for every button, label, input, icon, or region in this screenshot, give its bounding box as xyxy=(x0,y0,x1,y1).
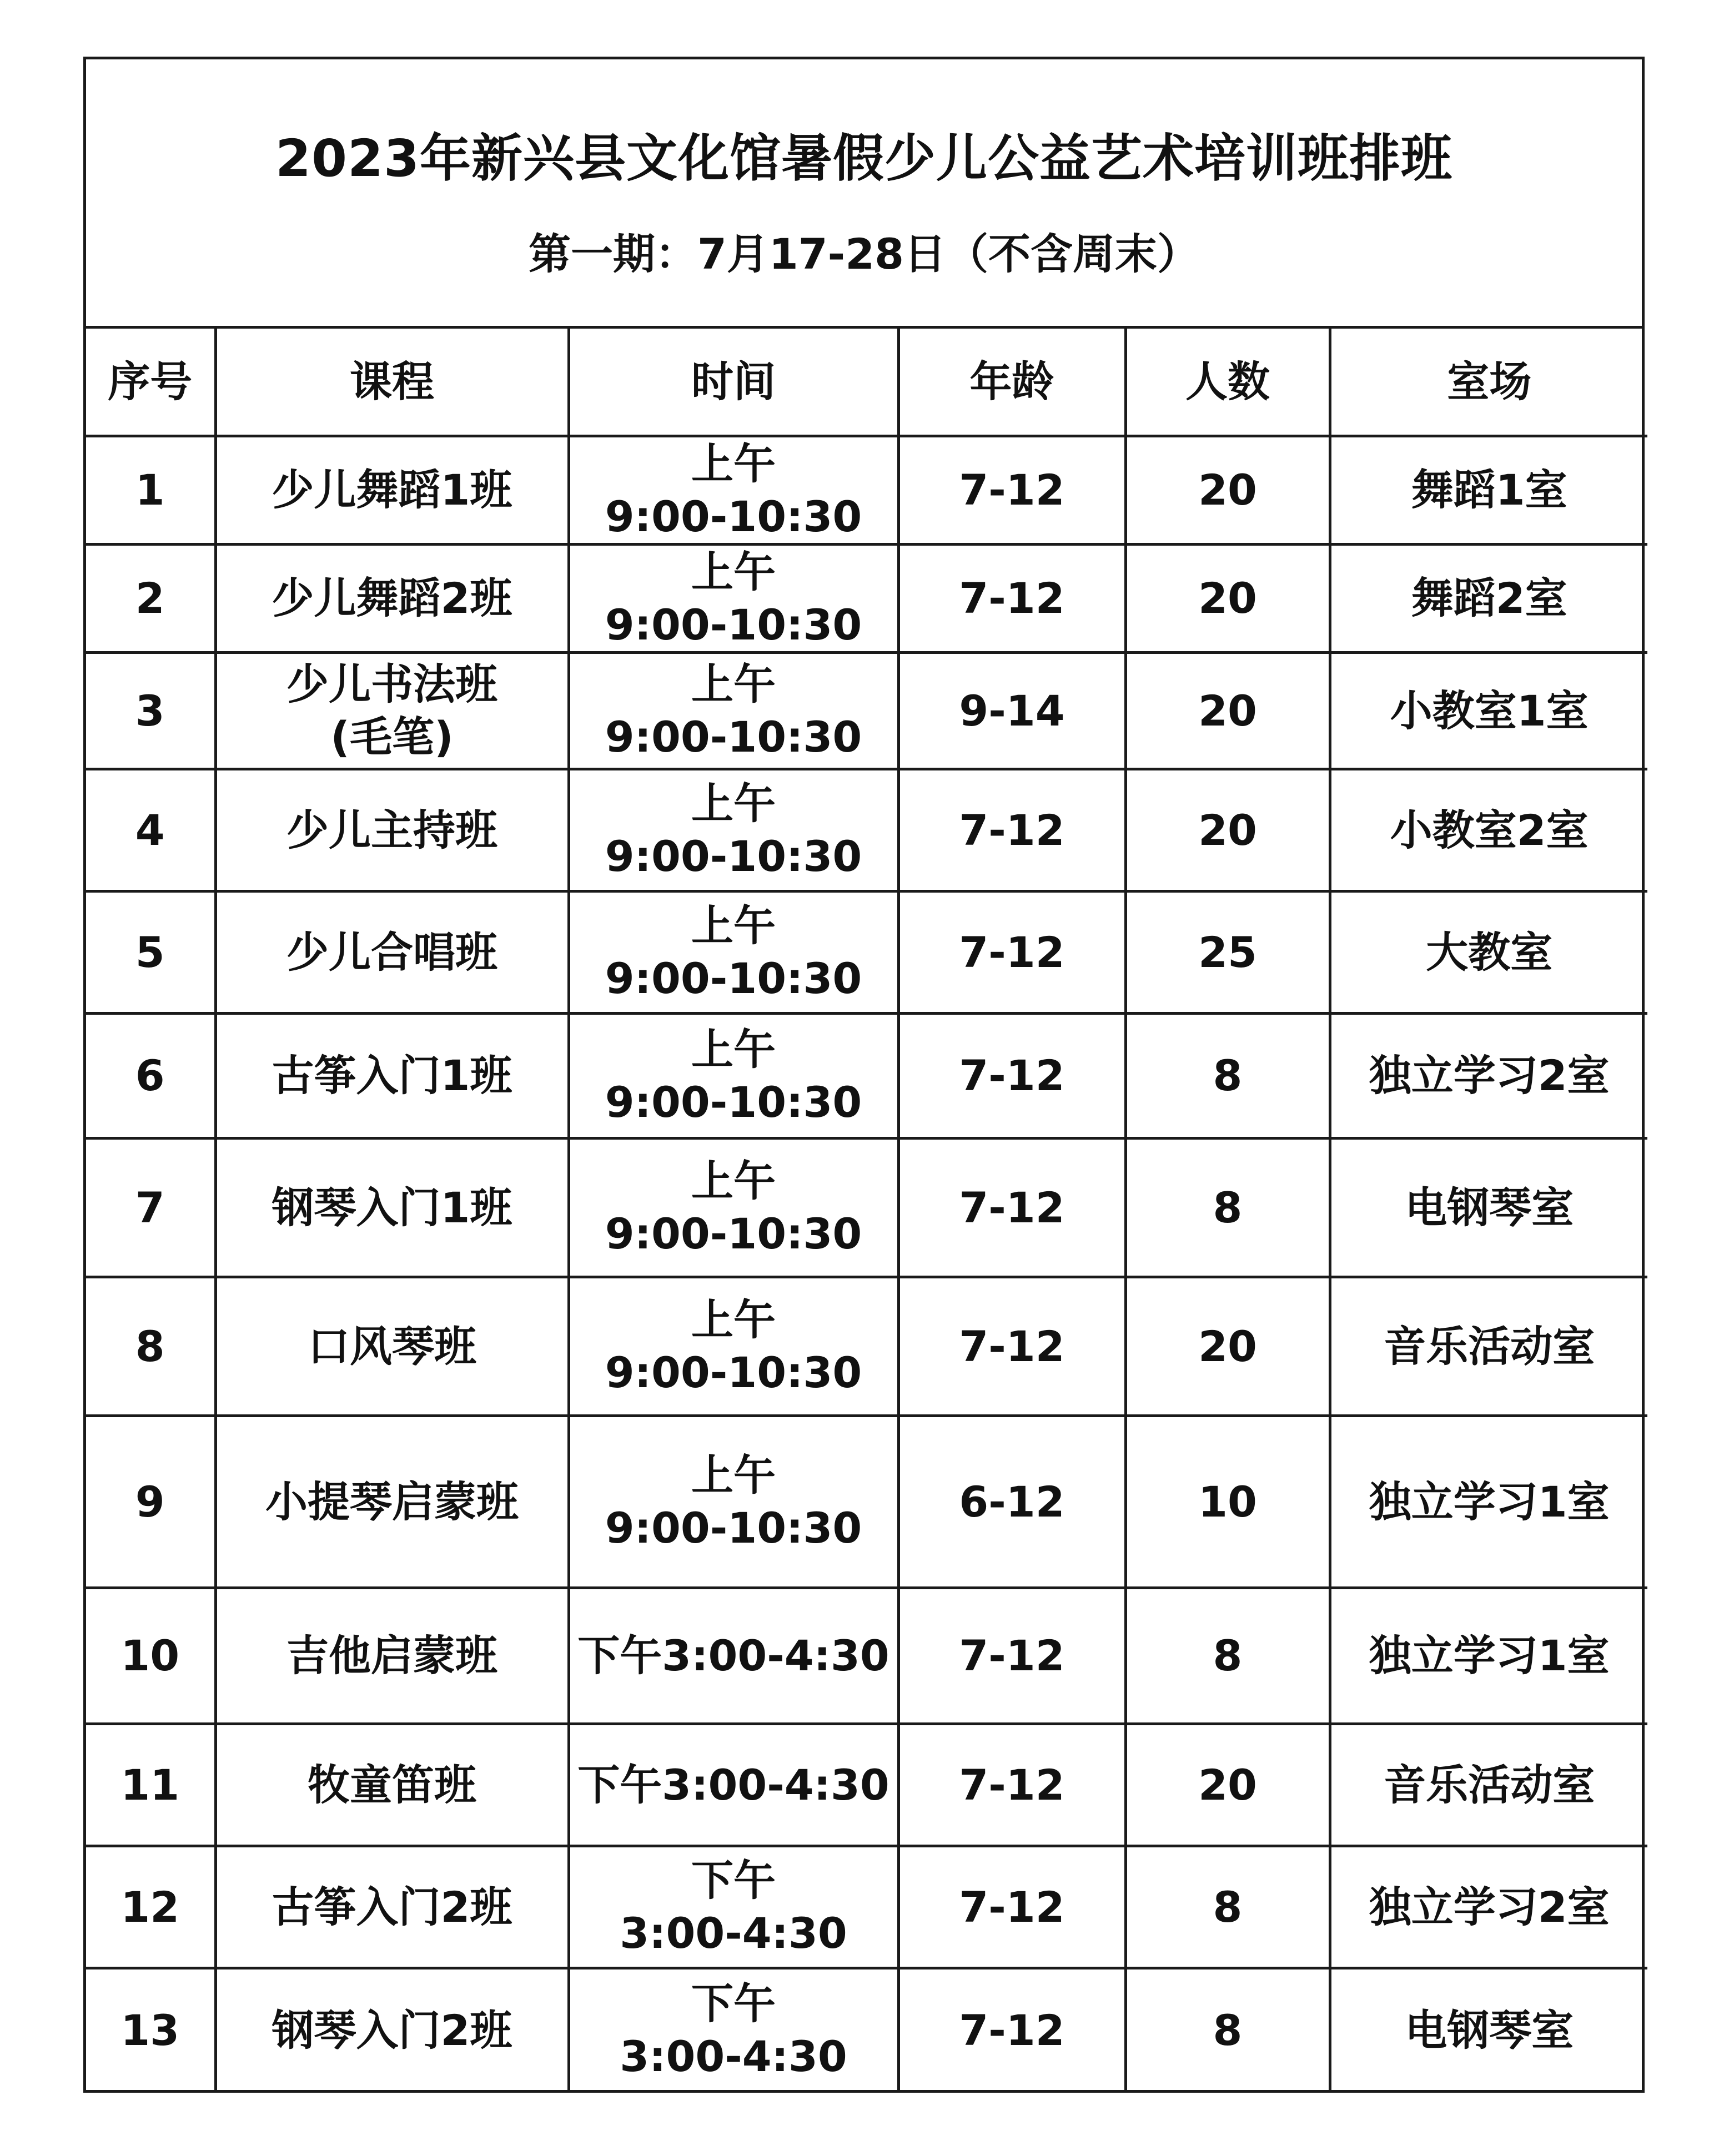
time-cell-line: 9:00-10:30 xyxy=(605,832,862,881)
course-cell xyxy=(215,1968,569,2091)
time-cell-line: 9:00-10:30 xyxy=(605,1077,862,1127)
age-cell: 7-12 xyxy=(898,1277,1125,1415)
course-cell xyxy=(215,769,569,891)
count-cell: 8 xyxy=(1125,1138,1330,1277)
table-row xyxy=(86,1724,1647,1846)
time-cell-line: 9:00-10:30 xyxy=(605,1209,862,1258)
schedule-sheet xyxy=(83,57,1645,2093)
column-header-time: 时间 xyxy=(569,329,898,436)
course-cell-line: 古筝入门1班 xyxy=(272,1051,512,1100)
course-cell xyxy=(215,652,569,769)
course-cell-line: 少儿舞蹈1班 xyxy=(272,465,512,515)
time-cell-line: 上午 xyxy=(691,901,776,950)
column-header-count: 人数 xyxy=(1125,329,1330,436)
age-cell: 7-12 xyxy=(898,1724,1125,1846)
count-cell: 25 xyxy=(1125,891,1330,1013)
count-cell: 20 xyxy=(1125,1277,1330,1415)
age-cell: 7-12 xyxy=(898,1968,1125,2091)
column-header-course: 课程 xyxy=(215,329,569,436)
time-cell-line: 上午 xyxy=(691,1295,776,1344)
age-cell: 7-12 xyxy=(898,769,1125,891)
column-header-no: 序号 xyxy=(86,329,215,436)
time-cell xyxy=(569,1846,898,1968)
room-cell: 独立学习1室 xyxy=(1330,1588,1647,1724)
room-cell: 大教室 xyxy=(1330,891,1647,1013)
count-cell: 10 xyxy=(1125,1415,1330,1588)
course-cell xyxy=(215,1415,569,1588)
time-cell-line: 上午 xyxy=(691,659,776,709)
table-row xyxy=(86,652,1647,769)
course-cell-line: 少儿书法班 xyxy=(286,659,497,709)
table-row xyxy=(86,1415,1647,1588)
time-cell xyxy=(569,1724,898,1846)
time-cell-line: 上午 xyxy=(691,1450,776,1500)
room-cell: 音乐活动室 xyxy=(1330,1724,1647,1846)
course-cell-line: 吉他启蒙班 xyxy=(286,1631,497,1680)
time-cell-line: 下午 xyxy=(691,1979,776,2029)
room-cell: 电钢琴室 xyxy=(1330,1138,1647,1277)
row-number-cell: 5 xyxy=(86,891,215,1013)
time-cell-line: 上午 xyxy=(691,1024,776,1074)
time-cell xyxy=(569,544,898,652)
course-cell-line: 古筝入门2班 xyxy=(272,1882,512,1932)
header-row xyxy=(86,329,1647,436)
time-cell-line: 下午 xyxy=(691,1856,776,1905)
course-cell xyxy=(215,1588,569,1724)
time-cell xyxy=(569,1277,898,1415)
room-cell: 独立学习2室 xyxy=(1330,1013,1647,1138)
room-cell: 独立学习2室 xyxy=(1330,1846,1647,1968)
age-cell: 6-12 xyxy=(898,1415,1125,1588)
time-cell xyxy=(569,1013,898,1138)
age-cell: 7-12 xyxy=(898,436,1125,544)
time-cell xyxy=(569,436,898,544)
table-row xyxy=(86,1846,1647,1968)
schedule-header xyxy=(86,59,1642,329)
row-number-cell: 11 xyxy=(86,1724,215,1846)
count-cell: 8 xyxy=(1125,1846,1330,1968)
time-cell-line: 9:00-10:30 xyxy=(605,1348,862,1397)
row-number-cell: 10 xyxy=(86,1588,215,1724)
table-row xyxy=(86,1277,1647,1415)
course-cell-line: 牧童笛班 xyxy=(308,1760,476,1810)
time-cell-line: 9:00-10:30 xyxy=(605,954,862,1003)
table-row xyxy=(86,1013,1647,1138)
table-row xyxy=(86,436,1647,544)
time-cell-line: 9:00-10:30 xyxy=(605,600,862,649)
row-number-cell: 12 xyxy=(86,1846,215,1968)
room-cell: 小教室2室 xyxy=(1330,769,1647,891)
course-cell-line: 少儿舞蹈2班 xyxy=(272,573,512,623)
course-cell xyxy=(215,1724,569,1846)
row-number-cell: 1 xyxy=(86,436,215,544)
count-cell: 8 xyxy=(1125,1588,1330,1724)
count-cell: 20 xyxy=(1125,652,1330,769)
count-cell: 20 xyxy=(1125,769,1330,891)
room-cell: 小教室1室 xyxy=(1330,652,1647,769)
time-cell xyxy=(569,891,898,1013)
page-title: 2023年新兴县文化馆暑假少儿公益艺术培训班排班 xyxy=(275,129,1453,188)
course-cell-line: 小提琴启蒙班 xyxy=(265,1477,519,1527)
course-cell xyxy=(215,891,569,1013)
time-cell xyxy=(569,1588,898,1724)
course-cell-line: 口风琴班 xyxy=(308,1321,476,1371)
course-cell-line: 少儿主持班 xyxy=(286,805,497,855)
course-cell xyxy=(215,1277,569,1415)
age-cell: 7-12 xyxy=(898,1013,1125,1138)
time-cell-line: 下午3:00-4:30 xyxy=(577,1631,889,1680)
time-cell-line: 3:00-4:30 xyxy=(620,2032,847,2082)
time-cell-line: 9:00-10:30 xyxy=(605,491,862,541)
row-number-cell: 3 xyxy=(86,652,215,769)
row-number-cell: 7 xyxy=(86,1138,215,1277)
table-row xyxy=(86,1588,1647,1724)
age-cell: 7-12 xyxy=(898,1588,1125,1724)
age-cell: 7-12 xyxy=(898,1846,1125,1968)
time-cell-line: 3:00-4:30 xyxy=(620,1908,847,1958)
course-cell xyxy=(215,436,569,544)
time-cell-line: 上午 xyxy=(691,439,776,488)
course-cell xyxy=(215,1138,569,1277)
table-row xyxy=(86,544,1647,652)
row-number-cell: 13 xyxy=(86,1968,215,2091)
table-row xyxy=(86,891,1647,1013)
course-cell-line: 少儿合唱班 xyxy=(286,927,497,977)
count-cell: 8 xyxy=(1125,1013,1330,1138)
row-number-cell: 9 xyxy=(86,1415,215,1588)
age-cell: 9-14 xyxy=(898,652,1125,769)
time-cell xyxy=(569,769,898,891)
time-cell-line: 下午3:00-4:30 xyxy=(577,1760,889,1810)
row-number-cell: 2 xyxy=(86,544,215,652)
column-header-room: 室场 xyxy=(1330,329,1647,436)
row-number-cell: 6 xyxy=(86,1013,215,1138)
count-cell: 20 xyxy=(1125,1724,1330,1846)
room-cell: 舞蹈2室 xyxy=(1330,544,1647,652)
age-cell: 7-12 xyxy=(898,1138,1125,1277)
time-cell-line: 9:00-10:30 xyxy=(605,1503,862,1553)
room-cell: 舞蹈1室 xyxy=(1330,436,1647,544)
room-cell: 音乐活动室 xyxy=(1330,1277,1647,1415)
course-cell xyxy=(215,1013,569,1138)
time-cell xyxy=(569,1138,898,1277)
time-cell-line: 9:00-10:30 xyxy=(605,712,862,762)
course-cell xyxy=(215,1846,569,1968)
age-cell: 7-12 xyxy=(898,891,1125,1013)
count-cell: 20 xyxy=(1125,544,1330,652)
table-row xyxy=(86,1138,1647,1277)
time-cell-line: 上午 xyxy=(691,1156,776,1206)
time-cell xyxy=(569,1968,898,2091)
room-cell: 独立学习1室 xyxy=(1330,1415,1647,1588)
time-cell-line: 上午 xyxy=(691,779,776,828)
count-cell: 8 xyxy=(1125,1968,1330,2091)
page-subtitle: 第一期：7月17-28日（不含周末） xyxy=(529,229,1199,279)
row-number-cell: 8 xyxy=(86,1277,215,1415)
time-cell-line: 上午 xyxy=(691,547,776,597)
age-cell: 7-12 xyxy=(898,544,1125,652)
table-row xyxy=(86,769,1647,891)
time-cell xyxy=(569,1415,898,1588)
column-header-age: 年龄 xyxy=(898,329,1125,436)
course-cell xyxy=(215,544,569,652)
row-number-cell: 4 xyxy=(86,769,215,891)
schedule-table xyxy=(86,329,1647,2091)
course-cell-line: 钢琴入门1班 xyxy=(272,1182,512,1232)
course-cell-line: 钢琴入门2班 xyxy=(272,2005,512,2055)
count-cell: 20 xyxy=(1125,436,1330,544)
room-cell: 电钢琴室 xyxy=(1330,1968,1647,2091)
table-row xyxy=(86,1968,1647,2091)
time-cell xyxy=(569,652,898,769)
course-cell-line: (毛笔) xyxy=(330,712,454,762)
